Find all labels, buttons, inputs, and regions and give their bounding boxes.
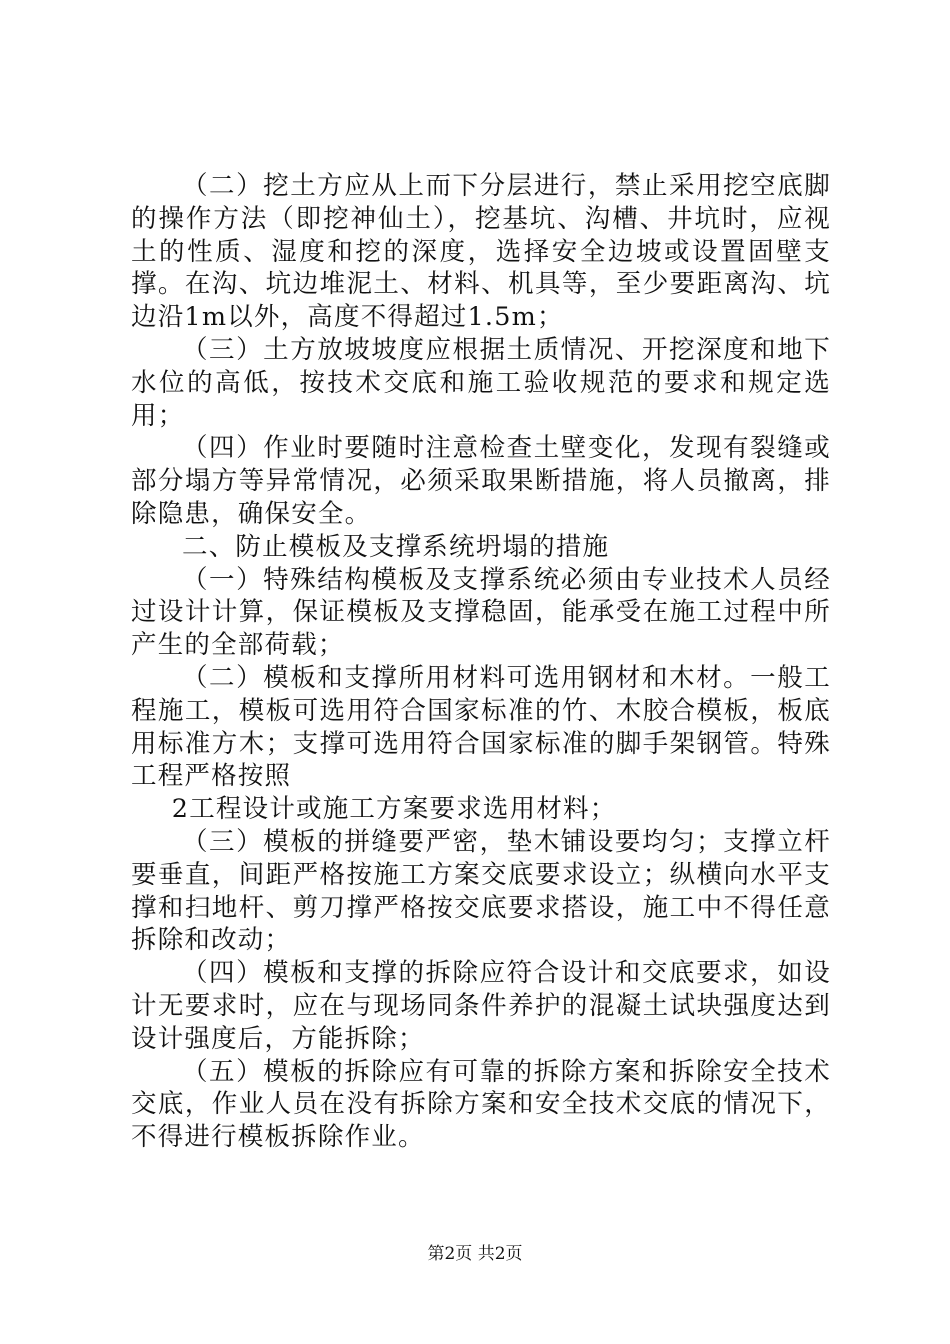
paragraph-joints-supports: （三）模板的拼缝要严密，垫木铺设要均匀；支撑立杆要垂直，间距严格按施工方案交底要求设立；纵横向水平支撑和扫地杆、剪刀撑严格按交底要求搭设，施工中不得任意拆除和改动； [131, 826, 831, 956]
paragraph-materials-continued: 2工程设计或施工方案要求选用材料； [171, 794, 617, 825]
document-body [131, 170, 831, 1154]
section-heading-formwork: 二、防止模板及支撑系统坍塌的措施 [182, 531, 610, 562]
paragraph-materials: （二）模板和支撑所用材料可选用钢材和木材。一般工程施工，模板可选用符合国家标准的竹、木胶合模板，板底用标准方木；支撑可选用符合国家标准的脚手架钢管。特殊工程严格按照 [131, 662, 831, 792]
paragraph-removal-requirements: （四）模板和支撑的拆除应符合设计和交底要求，如设计无要求时，应在与现场同条件养护的混凝土试块强度达到设计强度后，方能拆除； [131, 958, 831, 1054]
page-footer [0, 1243, 950, 1265]
paragraph-slope-grade: （三）土方放坡坡度应根据土质情况、开挖深度和地下水位的高低，按技术交底和施工验收规范的要求和规定选用； [131, 334, 831, 431]
paragraph-special-structure: （一）特殊结构模板及支撑系统必须由专业技术人员经过设计计算，保证模板及支撑稳固，能承受在施工过程中所产生的全部荷载； [131, 564, 831, 661]
paragraph-wall-inspection: （四）作业时要随时注意检查土壁变化，发现有裂缝或部分塌方等异常情况，必须采取果断措施，将人员撤离，排除隐患，确保安全。 [131, 433, 831, 529]
paragraph-removal-plan: （五）模板的拆除应有可靠的拆除方案和拆除安全技术交底，作业人员在没有拆除方案和安全技术交底的情况下，不得进行模板拆除作业。 [131, 1056, 831, 1153]
page-number-label: 第2页 共2页 [427, 1244, 523, 1264]
paragraph-excavation-layers: （二）挖土方应从上而下分层进行，禁止采用挖空底脚的操作方法（即挖神仙土），挖基坑、沟槽、井坑时，应视土的性质、湿度和挖的深度，选择安全边坡或设置固壁支撑。在沟、坑边堆泥土、材料、机具等，至少要距离沟、坑边沿1m以外，高度不得超过1.5m； [131, 171, 831, 333]
